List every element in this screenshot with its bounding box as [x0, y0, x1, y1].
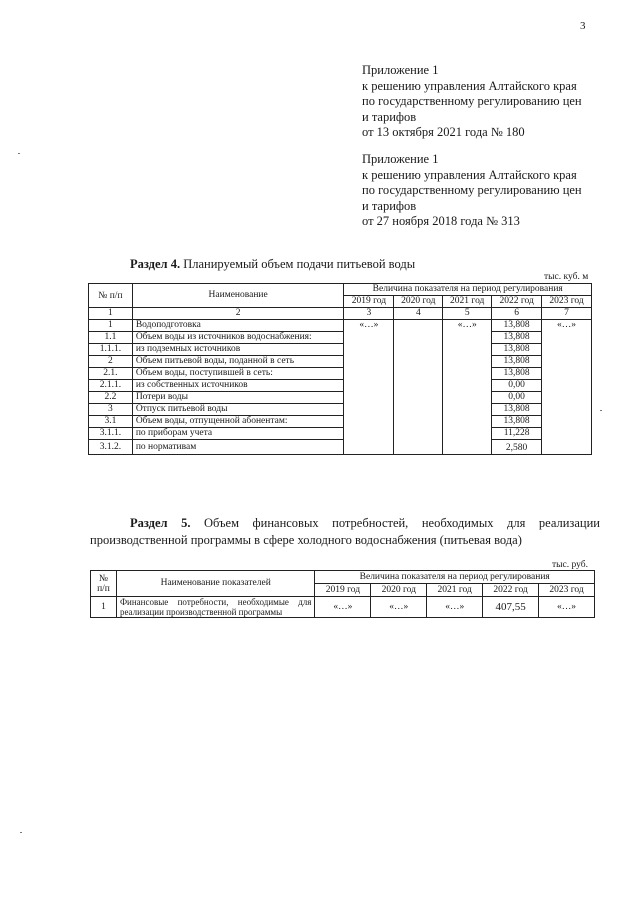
- table-row: [89, 344, 592, 356]
- value-2022: 0,00: [492, 380, 542, 392]
- header-year: 2020 год: [394, 296, 443, 308]
- header-year: 2023 год: [539, 584, 595, 597]
- appendix-line: и тарифов: [362, 198, 417, 213]
- section-4-number: Раздел 4.: [130, 257, 181, 271]
- row-name: Потери воды: [132, 392, 344, 404]
- row-name: по приборам учета: [132, 428, 344, 440]
- header-period: Величина показателя на период регулирования: [315, 571, 595, 584]
- row-number: 1: [89, 320, 133, 332]
- table-row: [89, 392, 592, 404]
- section-5-units: тыс. руб.: [552, 560, 588, 570]
- row-number: 2.1.1.: [89, 380, 133, 392]
- column-number: 7: [542, 308, 592, 320]
- row-number: 2.2: [89, 392, 133, 404]
- table-row: [89, 440, 592, 455]
- row-name: из подземных источников: [132, 344, 344, 356]
- value-2021: «…»: [443, 320, 492, 455]
- header-year: 2022 год: [483, 584, 539, 597]
- section-5-number: Раздел 5.: [130, 516, 191, 530]
- value-2022: 13,808: [492, 404, 542, 416]
- table-row: [89, 428, 592, 440]
- value-2022: 13,808: [492, 320, 542, 332]
- header-year: 2019 год: [315, 584, 371, 597]
- row-name: Финансовые потребности, необходимые для реализации производственной программы: [116, 597, 315, 618]
- appendix-header-previous: [362, 152, 622, 230]
- header-year: 2023 год: [542, 296, 592, 308]
- value-2022: 407,55: [483, 597, 539, 618]
- row-name: Объем воды, отпущенной абонентам:: [132, 416, 344, 428]
- table-row: [89, 380, 592, 392]
- row-name: Объем воды, поступившей в сеть:: [132, 368, 344, 380]
- row-number: 3.1: [89, 416, 133, 428]
- header-year: 2021 год: [427, 584, 483, 597]
- column-number: 2: [132, 308, 344, 320]
- scan-speck: [18, 153, 20, 154]
- appendix-line: по государственному регулированию цен: [362, 94, 582, 108]
- section-5-heading: Объем финансовых потребностей, необходимых для реализации производственной программы в сфере холодного водоснабжения (питьевая вода): [90, 516, 600, 547]
- value-2022: 13,808: [492, 332, 542, 344]
- scan-speck: [20, 832, 22, 833]
- value-2022: 11,228: [492, 428, 542, 440]
- header-year: 2020 год: [371, 584, 427, 597]
- appendix-header-current: [362, 63, 622, 141]
- appendix-line: к решению управления Алтайского края: [362, 78, 577, 93]
- header-no: № п/п: [91, 571, 117, 597]
- row-number: 2.1.: [89, 368, 133, 380]
- section-5-title: [90, 515, 600, 549]
- section-4-title: [130, 257, 415, 272]
- column-number: 4: [394, 308, 443, 320]
- table-row: [89, 332, 592, 344]
- value-2022: 2,580: [492, 440, 542, 455]
- appendix-line: от 27 ноября 2018 года № 313: [362, 214, 520, 228]
- appendix-line: от 13 октября 2021 года № 180: [362, 125, 525, 139]
- column-number: 5: [443, 308, 492, 320]
- row-number: 3.1.2.: [89, 440, 133, 455]
- row-name: Водоподготовка: [132, 320, 344, 332]
- header-year: 2022 год: [492, 296, 542, 308]
- value-2022: 13,808: [492, 344, 542, 356]
- appendix-line: к решению управления Алтайского края: [362, 167, 577, 182]
- column-number: 3: [344, 308, 394, 320]
- header-year: 2021 год: [443, 296, 492, 308]
- value-2022: 13,808: [492, 356, 542, 368]
- value-2023: «…»: [539, 597, 595, 618]
- table-row: [89, 356, 592, 368]
- header-no: № п/п: [89, 284, 133, 308]
- header-name: Наименование: [132, 284, 344, 308]
- table-row: [89, 368, 592, 380]
- table-row: [89, 320, 592, 332]
- value-2023: «…»: [542, 320, 592, 455]
- appendix-line: Приложение 1: [362, 63, 439, 77]
- appendix-line: и тарифов: [362, 109, 417, 124]
- value-2022: 13,808: [492, 416, 542, 428]
- value-2020: [394, 320, 443, 455]
- row-number: 3.1.1.: [89, 428, 133, 440]
- row-number: 3: [89, 404, 133, 416]
- row-number: 2: [89, 356, 133, 368]
- table-row: [91, 597, 595, 618]
- value-2019: «…»: [344, 320, 394, 455]
- value-2021: «…»: [427, 597, 483, 618]
- section-4-units: тыс. куб. м: [544, 272, 589, 282]
- table-row: [89, 416, 592, 428]
- row-name: из собственных источников: [132, 380, 344, 392]
- section-4-heading: Планируемый объем подачи питьевой воды: [180, 257, 416, 271]
- water-supply-table: [88, 283, 592, 455]
- column-number: 6: [492, 308, 542, 320]
- value-2020: «…»: [371, 597, 427, 618]
- value-2022: 13,808: [492, 368, 542, 380]
- value-2022: 0,00: [492, 392, 542, 404]
- page-number: 3: [580, 20, 586, 32]
- row-number: 1: [91, 597, 117, 618]
- scan-speck: [600, 410, 602, 411]
- row-name: Объем воды из источников водоснабжения:: [132, 332, 344, 344]
- appendix-line: Приложение 1: [362, 152, 439, 166]
- value-2019: «…»: [315, 597, 371, 618]
- header-period: Величина показателя на период регулирования: [344, 284, 592, 296]
- row-number: 1.1.1.: [89, 344, 133, 356]
- appendix-line: по государственному регулированию цен: [362, 183, 582, 197]
- header-year: 2019 год: [344, 296, 394, 308]
- row-name: по нормативам: [132, 440, 344, 455]
- column-number: 1: [89, 308, 133, 320]
- table-row: [89, 404, 592, 416]
- row-name: Объем питьевой воды, поданной в сеть: [132, 356, 344, 368]
- row-number: 1.1: [89, 332, 133, 344]
- header-name: Наименование показателей: [116, 571, 315, 597]
- financial-needs-table: [90, 570, 595, 618]
- row-name: Отпуск питьевой воды: [132, 404, 344, 416]
